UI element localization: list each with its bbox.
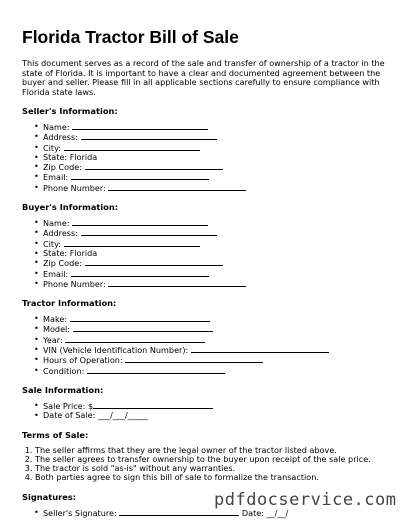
blank-line xyxy=(108,279,246,287)
tractor-fields xyxy=(22,314,392,376)
buyer-fields xyxy=(22,218,392,289)
tractor-hours-field[interactable]: • Hours of Operation: xyxy=(43,355,392,365)
sale-heading: Sale Information: xyxy=(22,384,104,395)
seller-heading: Seller's Information: xyxy=(22,106,118,116)
tractor-year-field[interactable]: • Year: xyxy=(43,335,392,345)
sale-price-field[interactable]: • Sale Price: $ xyxy=(43,401,392,411)
blank-line xyxy=(108,183,246,191)
watermark: pdfdocservice.com xyxy=(214,490,397,510)
buyer-zip-field[interactable]: • Zip Code: xyxy=(43,258,392,268)
blank-line xyxy=(73,324,213,332)
buyer-heading: Buyer's Information: xyxy=(22,202,119,213)
blank-line xyxy=(65,335,205,343)
blank-line xyxy=(71,269,209,277)
seller-phone-field[interactable]: • Phone Number: xyxy=(43,183,392,193)
blank-line xyxy=(72,122,208,130)
buyer-email-field[interactable]: • Email: xyxy=(43,269,392,279)
blank-line xyxy=(81,132,217,140)
blank-line xyxy=(72,218,208,226)
terms-item: 3. The tractor is sold "as-is" without any warranties. xyxy=(35,464,392,473)
blank-line xyxy=(64,143,200,151)
blank-line xyxy=(81,228,217,236)
blank-line xyxy=(191,345,329,353)
seller-state-field: • State: Florida xyxy=(43,153,392,162)
seller-email-field[interactable]: • Email: xyxy=(43,172,392,182)
tractor-vin-field[interactable]: • VIN (Vehicle Identification Number): xyxy=(43,345,392,355)
sale-fields xyxy=(22,401,392,421)
signatures-heading: Signatures: xyxy=(22,491,77,502)
terms-list xyxy=(22,446,392,483)
blank-line xyxy=(85,258,223,266)
seller-fields xyxy=(22,122,392,193)
terms-item: 2. The seller agrees to transfer ownership to the buyer upon receipt of the sale price. xyxy=(35,455,392,464)
tractor-make-field[interactable]: • Make: xyxy=(43,314,392,324)
buyer-state-field: • State: Florida xyxy=(43,249,392,258)
sale-date-field[interactable]: • Date of Sale: ___/___/_____ xyxy=(43,411,392,420)
tractor-condition-field[interactable]: • Condition: xyxy=(43,366,392,376)
buyer-phone-field[interactable]: • Phone Number: xyxy=(43,279,392,289)
buyer-name-field[interactable]: • Name: xyxy=(43,218,392,228)
seller-zip-field[interactable]: • Zip Code: xyxy=(43,162,392,172)
seller-address-field[interactable]: • Address: xyxy=(43,132,392,142)
terms-item: 4. Both parties agree to sign this bill of sale to formalize the transaction. xyxy=(35,473,392,482)
blank-line xyxy=(70,314,210,322)
blank-line xyxy=(64,239,200,247)
blank-line xyxy=(87,366,225,374)
buyer-city-field[interactable]: • City: xyxy=(43,239,392,249)
seller-name-field[interactable]: • Name: xyxy=(43,122,392,132)
terms-heading: Terms of Sale: xyxy=(22,429,89,440)
seller-city-field[interactable]: • City: xyxy=(43,143,392,153)
terms-item: 1. The seller affirms that they are the legal owner of the tractor listed above. xyxy=(35,446,392,455)
document-page xyxy=(22,26,392,518)
seller-signature-field[interactable]: • Seller's Signature: Date: __/__/ xyxy=(43,508,392,518)
blank-line xyxy=(125,355,263,363)
blank-line xyxy=(85,162,223,170)
tractor-heading: Tractor Information: xyxy=(22,298,117,309)
tractor-model-field[interactable]: • Model: xyxy=(43,324,392,334)
blank-line xyxy=(71,172,209,180)
document-title: Florida Tractor Bill of Sale xyxy=(22,27,239,47)
blank-line xyxy=(93,401,213,409)
intro-paragraph: This document serves as a record of the sale and transfer of ownership of a tractor in the state of Florida. It is important to have a clear and documented agreement between the buyer and seller. Please fill in all applicable sections carefully to ensure compliance with Florida state laws. xyxy=(22,58,385,97)
buyer-address-field[interactable]: • Address: xyxy=(43,228,392,238)
